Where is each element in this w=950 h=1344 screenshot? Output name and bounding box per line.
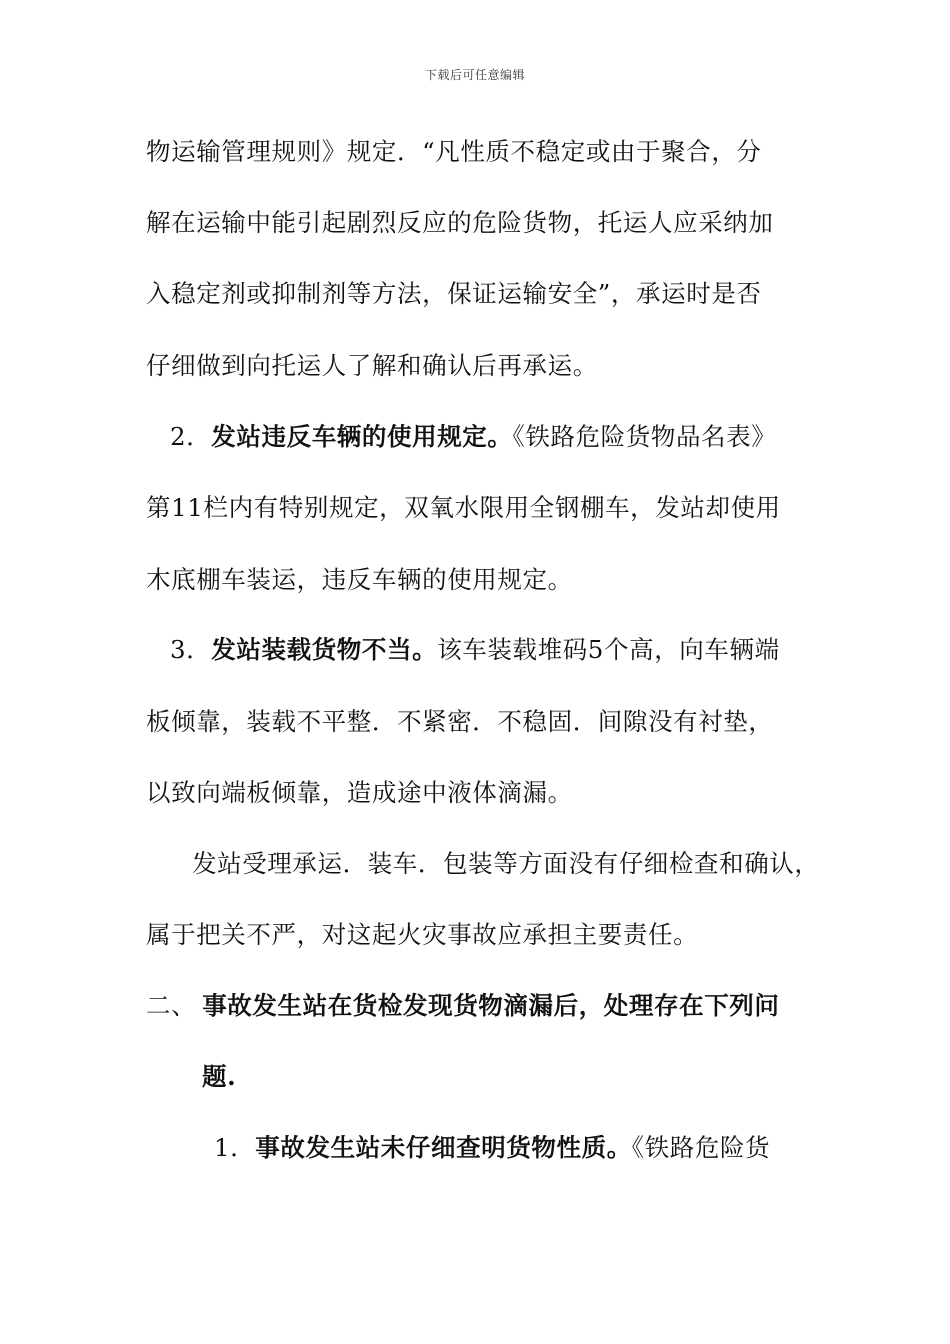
item-heading: 发站违反车辆的使用规定。	[211, 422, 513, 451]
item-number: 1．	[214, 1133, 256, 1162]
paragraph-line-2: 解在运输中能引起剧烈反应的危险货物，托运人应采纳加	[146, 208, 774, 237]
paragraph-line-7: 木底棚车装运，违反车辆的使用规定。	[146, 565, 573, 594]
page-header: 下载后可任意编辑	[424, 68, 525, 82]
paragraph-line-3: 入稳定剂或抑制剂等方法，保证运输安全”，承运时是否	[146, 279, 762, 308]
item-2-line	[170, 422, 776, 452]
item-1-line	[214, 1133, 770, 1163]
section-heading-text: 事故发生站在货检发现货物滴漏后，处理存在下列问	[202, 991, 780, 1020]
item-text: 《铁路危险货	[631, 1133, 771, 1162]
section-2-heading	[146, 991, 780, 1021]
item-text: 《铁路危险货物品名表》	[512, 422, 777, 451]
paragraph-line-1: 物运输管理规则》规定．“凡性质不稳定或由于聚合，分	[146, 137, 762, 166]
paragraph-line-6: 第11栏内有特别规定，双氧水限用全钢棚车，发站却使用	[146, 493, 781, 522]
section-2-heading-continued: 题.	[202, 1062, 237, 1091]
item-text: 该车装载堆码5个高，向车辆端	[437, 635, 780, 664]
paragraph-line-11: 发站受理承运．装车．包装等方面没有仔细检查和确认，	[192, 849, 820, 878]
paragraph-line-10: 以致向端板倾靠，造成途中液体滴漏。	[146, 778, 573, 807]
item-number: 2．	[170, 422, 212, 451]
paragraph-line-12: 属于把关不严，对这起火灾事故应承担主要责任。	[146, 920, 699, 949]
item-3-line	[170, 635, 780, 665]
section-number: 二、	[146, 991, 197, 1020]
paragraph-line-9: 板倾靠，装载不平整．不紧密．不稳固．间隙没有衬垫，	[146, 707, 774, 736]
item-number: 3．	[170, 635, 212, 664]
item-heading: 事故发生站未仔细查明货物性质。	[255, 1133, 632, 1162]
paragraph-line-4: 仔细做到向托运人了解和确认后再承运。	[146, 351, 598, 380]
item-heading: 发站装载货物不当。	[211, 635, 438, 664]
